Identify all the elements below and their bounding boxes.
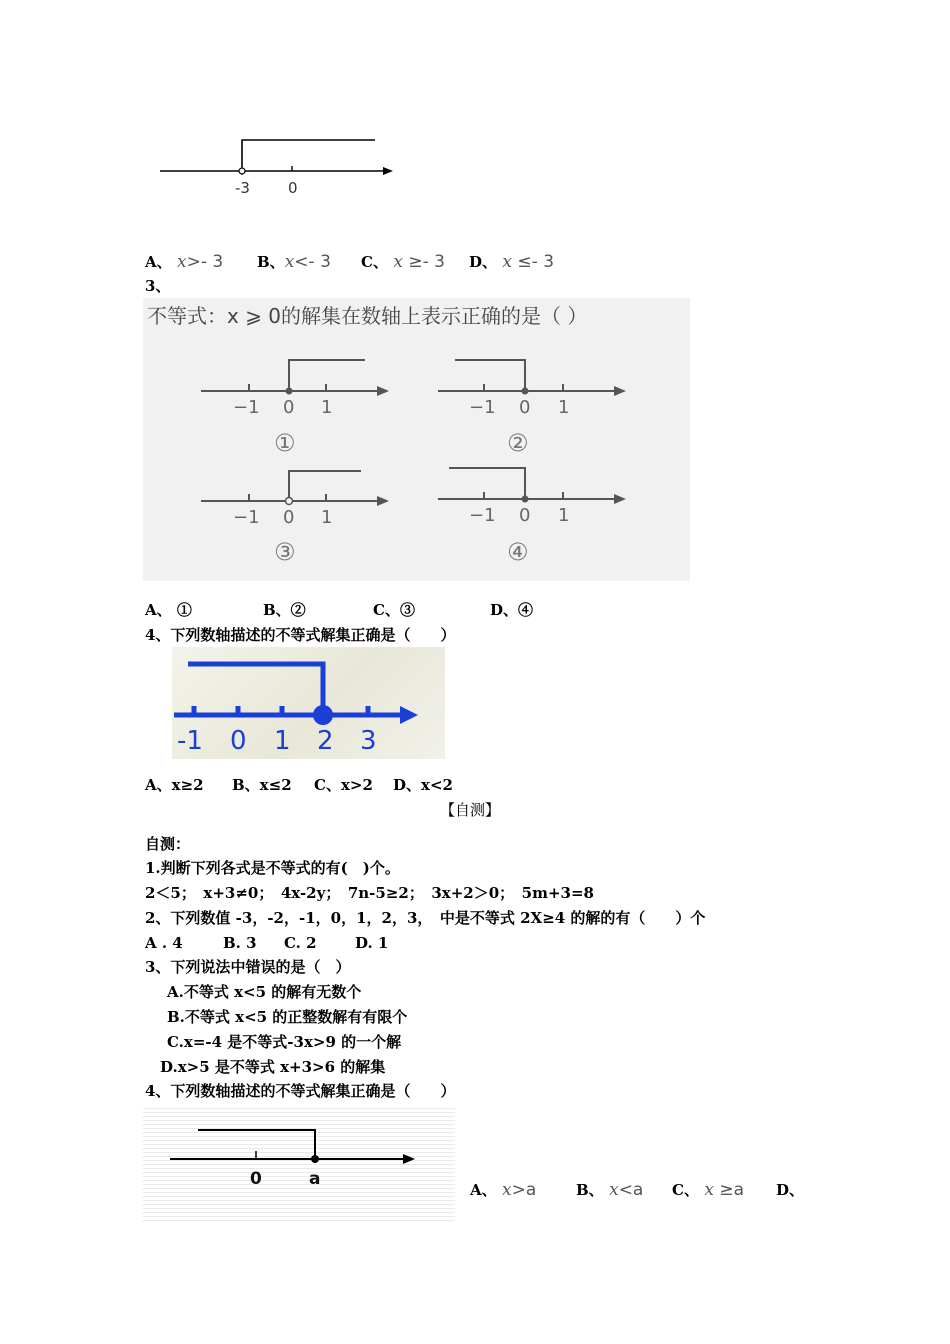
option-d: D. 1 [355, 934, 389, 952]
option-c: C、③ [373, 601, 415, 619]
option-a: A、 x>- 3 [145, 252, 224, 272]
circled-label: ③ [274, 538, 296, 566]
self-test-q4-figure [143, 1105, 455, 1221]
tick-label: 1 [558, 505, 570, 526]
tick-label: a [309, 1169, 321, 1189]
q3-figure-question: 不等式：x ⩾ 0的解集在数轴上表示正确的是（ ） [147, 304, 588, 328]
option-b: B、x≤2 [232, 776, 292, 794]
option-b: B、② [263, 601, 306, 619]
self-test-q3-option-b: B.不等式 x<5 的正整数解有有限个 [167, 1008, 408, 1026]
circled-label: ① [274, 429, 296, 457]
option-b: B. 3 [223, 934, 257, 952]
tick-label: 1 [274, 726, 291, 756]
tick-label: 0 [288, 179, 298, 197]
tick-label: 3 [360, 726, 377, 756]
self-test-q1: 1.判断下列各式是不等式的有( )个。 [145, 859, 400, 877]
option-c: C、 x ≥a [672, 1180, 745, 1200]
circled-label: ② [507, 429, 529, 457]
tick-label: −1 [469, 505, 496, 526]
option-a: A、x≥2 [145, 776, 204, 794]
tick-label: −1 [233, 507, 260, 528]
tick-label: 1 [558, 397, 570, 418]
tick-label: -1 [177, 726, 203, 756]
self-test-q1-expressions: 2＜5； x+3≠0； 4x-2y； 7n-5≥2； 3x+2＞0； 5m+3=8 [145, 884, 594, 902]
self-test-label: 自测： [145, 835, 191, 853]
self-test-q4-number-line [143, 1105, 455, 1221]
self-test-q2: 2、下列数值 -3，-2，-1，0，1，2，3， 中是不等式 2X≥4 的解的有（ ）个 [145, 909, 706, 927]
tick-label: 0 [283, 397, 295, 418]
tick-label: 1 [321, 507, 333, 528]
tick-label: 0 [283, 507, 295, 528]
q4-figure [172, 647, 445, 759]
option-b: B、 x<a [576, 1180, 644, 1200]
tick-label: -3 [235, 179, 250, 197]
tick-label: −1 [233, 397, 260, 418]
tick-label: 2 [317, 726, 334, 756]
q3-number-lines [143, 298, 690, 581]
tick-label: 0 [519, 397, 531, 418]
self-test-q3-option-c: C.x=-4 是不等式-3x>9 的一个解 [167, 1033, 402, 1051]
tick-label: −1 [469, 397, 496, 418]
circled-label: ④ [507, 538, 529, 566]
self-test-q3: 3、下列说法中错误的是（ ） [145, 958, 351, 976]
option-d: D、 x ≤- 3 [469, 252, 555, 272]
option-d: D、x<2 [393, 776, 453, 794]
tick-label: 0 [230, 726, 247, 756]
option-a: A、 x>a [470, 1180, 537, 1200]
q4-number-line [172, 647, 445, 759]
option-c: C、x>2 [314, 776, 373, 794]
tick-label: 0 [519, 505, 531, 526]
option-c: C、 x ≥- 3 [361, 252, 445, 272]
tick-label: 1 [321, 397, 333, 418]
option-d: D、 [776, 1181, 805, 1199]
option-b: B、x<- 3 [257, 252, 331, 272]
option-c: C. 2 [284, 934, 317, 952]
question-4-title: 4、下列数轴描述的不等式解集正确是（ ） [145, 626, 456, 644]
number-line-figure-1 [155, 130, 405, 200]
self-test-q3-option-a: A.不等式 x<5 的解有无数个 [167, 983, 362, 1001]
tick-label: 0 [250, 1169, 262, 1189]
option-d: D、④ [490, 601, 534, 619]
question-3-number: 3、 [145, 277, 171, 295]
q3-figure [143, 298, 690, 581]
self-test-q4: 4、下列数轴描述的不等式解集正确是（ ） [145, 1082, 456, 1100]
self-test-q3-option-d: D.x>5 是不等式 x+3>6 的解集 [160, 1058, 386, 1076]
option-a: A . 4 [145, 934, 183, 952]
option-a: A、 ① [145, 601, 192, 619]
self-test-header: 【自测】 [440, 801, 501, 819]
